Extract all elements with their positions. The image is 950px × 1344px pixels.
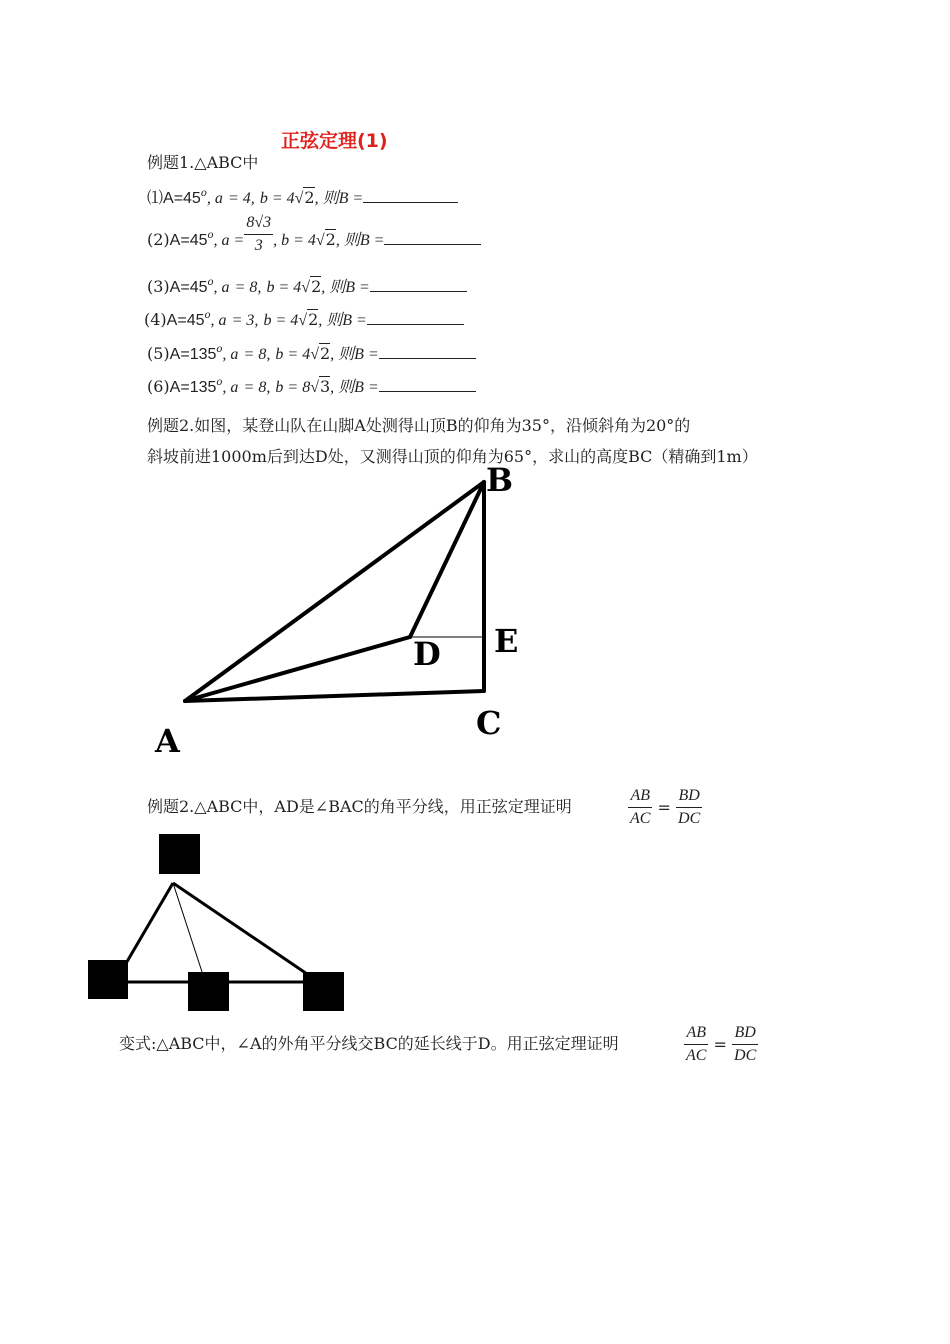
answer-blank[interactable] (379, 377, 476, 392)
vertex-marker-middle (188, 972, 229, 1011)
side-b: b = 4 (266, 279, 302, 296)
row-number: (5) (147, 344, 170, 363)
example1-row: $(2)A=45^o$, a = $\frac{8√3}{3}$ , b = 4√2, 则B = (147, 224, 481, 257)
angle-a: A=135 (169, 379, 217, 396)
line-DB (410, 482, 484, 637)
answer-blank[interactable] (363, 188, 458, 203)
line-bisector (173, 883, 204, 978)
side-b: b = 4 (263, 312, 299, 329)
fraction-bd-dc: $\frac{BD}{DC}$ (678, 787, 701, 827)
label-E: E (494, 622, 519, 660)
variant-fraction-bd-dc: $\frac{BD}{DC}$ (734, 1024, 757, 1064)
line-AD (185, 637, 410, 701)
degree-mark: o (216, 344, 223, 355)
variant-statement: 变式:△ABC中，∠A的外角平分线交BC的延长线于D。用正弦定理证明 (119, 1034, 619, 1053)
degree-mark: o (207, 277, 214, 288)
line-top-right (173, 883, 313, 978)
angle-a: A=45 (169, 232, 208, 249)
mountain-figure (0, 460, 950, 770)
example2b-text (147, 797, 572, 817)
vertex-marker-top (159, 834, 200, 874)
row-number: (3) (147, 277, 170, 296)
row-number: ⑴ (147, 188, 164, 207)
angle-a: A=45 (166, 312, 205, 329)
bisector-figure (0, 830, 400, 1020)
sqrt-value: 2 (304, 188, 315, 207)
angle-a: A=45 (169, 279, 208, 296)
degree-mark: o (216, 377, 223, 388)
degree-mark: o (204, 310, 211, 321)
example1-row: $(4)A=45^o$, a = 3, b = 4√2, 则B = (144, 306, 464, 331)
label-B: B (486, 461, 514, 499)
sqrt-value: 3 (319, 377, 331, 396)
example2b-statement: 例题2.△ABC中，AD是∠BAC的角平分线，用正弦定理证明 (147, 797, 572, 816)
line-AC (185, 691, 484, 701)
vertex-marker-right (303, 972, 344, 1011)
sqrt-value: 2 (325, 230, 336, 249)
variant-ratio: $\frac{AB}{AC}$ = $\frac{BD}{DC}$ (684, 1022, 758, 1067)
side-b: b = 4 (281, 232, 316, 249)
variant-fraction-ab-ac: $\frac{AB}{AC}$ (686, 1024, 707, 1064)
label-C: C (476, 704, 502, 742)
example2b-ratio: $\frac{AB}{AC}$ = $\frac{BD}{DC}$ (628, 785, 702, 830)
example1-row: $(5)A=135^o$, a = 8, b = 4√2, 则B = (147, 340, 476, 365)
degree-mark: o (207, 230, 214, 241)
row-number: (2) (147, 230, 170, 249)
example2-text-line1: 例题2.如图，某登山队在山脚A处测得山顶B的仰角为35°，沿倾斜角为20°的 (147, 416, 691, 435)
answer-blank[interactable] (379, 344, 476, 359)
label-A: A (155, 722, 180, 760)
example1-heading: 例题1.△ABC中 (147, 153, 259, 172)
sqrt-value: 2 (311, 277, 322, 296)
answer-blank[interactable] (384, 230, 481, 245)
example2-text-line2: 斜坡前进1000m后到达D处，又测得山顶的仰角为65°，求山的高度BC（精确到1m） (147, 447, 758, 466)
page-title: 正弦定理(1) (281, 130, 388, 152)
example1-row: $(6)A=135^o$, a = 8, b = 8√3, 则B = (147, 373, 476, 398)
example1-row: $⑴A=45^o$, a = 4, b = 4√2, 则B = (147, 184, 458, 209)
fraction-ab-ac: $\frac{AB}{AC}$ (630, 787, 651, 827)
row-number: (4) (144, 310, 167, 329)
side-b: b = 8 (275, 379, 311, 396)
vertex-marker-left (88, 960, 128, 999)
angle-a: A=45 (163, 190, 201, 207)
side-b: b = 4 (259, 190, 295, 207)
degree-mark: o (200, 188, 207, 199)
answer-blank[interactable] (367, 310, 464, 325)
example1-row: $(3)A=45^o$, a = 8, b = 4√2, 则B = (147, 273, 467, 298)
sqrt-value: 2 (308, 310, 319, 329)
row-number: (6) (147, 377, 170, 396)
label-D: D (413, 635, 441, 673)
variant-text (119, 1034, 619, 1054)
answer-blank[interactable] (370, 277, 467, 292)
sqrt-value: 2 (319, 344, 331, 363)
side-b: b = 4 (275, 346, 311, 363)
fraction-a: $\frac{8√3}{3}$ (246, 214, 272, 254)
angle-a: A=135 (169, 346, 217, 363)
